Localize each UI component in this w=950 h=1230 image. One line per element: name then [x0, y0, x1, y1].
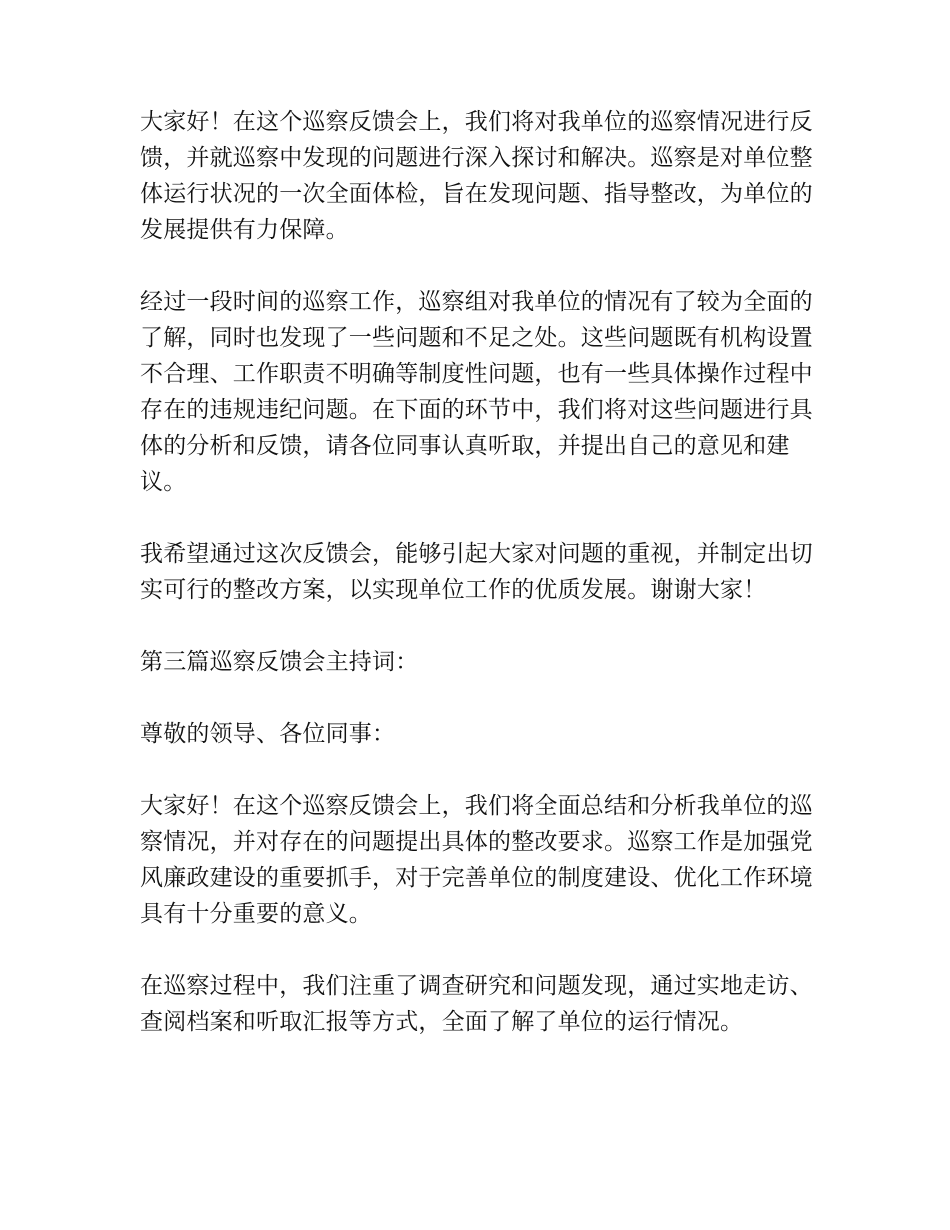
- section-heading: 第三篇巡察反馈会主持词：: [140, 649, 419, 675]
- paragraph-inspection-findings: 经过一段时间的巡察工作，巡察组对我单位的情况有了较为全面的了解，同时也发现了一些问题和不足之处。这些问题既有机构设置不合理、工作职责不明确等制度性问题，也有一些具体操作过程中存在的违规违纪问题。在下面的环节中，我们将对这些问题进行具体的分析和反馈，请各位同事认真听取，并提出自己的意见和建议。: [140, 289, 813, 495]
- paragraph-inspection-process: 在巡察过程中，我们注重了调查研究和问题发现，通过实地走访、查阅档案和听取汇报等方式，全面了解了单位的运行情况。: [140, 973, 813, 1035]
- salutation: 尊敬的领导、各位同事：: [140, 721, 396, 747]
- paragraph-closing-remarks: 我希望通过这次反馈会，能够引起大家对问题的重视，并制定出切实可行的整改方案，以实现单位工作的优质发展。谢谢大家！: [140, 541, 813, 603]
- paragraph-summary-intro: 大家好！在这个巡察反馈会上，我们将全面总结和分析我单位的巡察情况，并对存在的问题提出具体的整改要求。巡察工作是加强党风廉政建设的重要抓手，对于完善单位的制度建设、优化工作环境具有十分重要的意义。: [140, 793, 813, 927]
- document-body: [140, 104, 830, 1076]
- paragraph-greeting-intro: 大家好！在这个巡察反馈会上，我们将对我单位的巡察情况进行反馈，并就巡察中发现的问题进行深入探讨和解决。巡察是对单位整体运行状况的一次全面体检，旨在发现问题、指导整改，为单位的发展提供有力保障。: [140, 109, 813, 243]
